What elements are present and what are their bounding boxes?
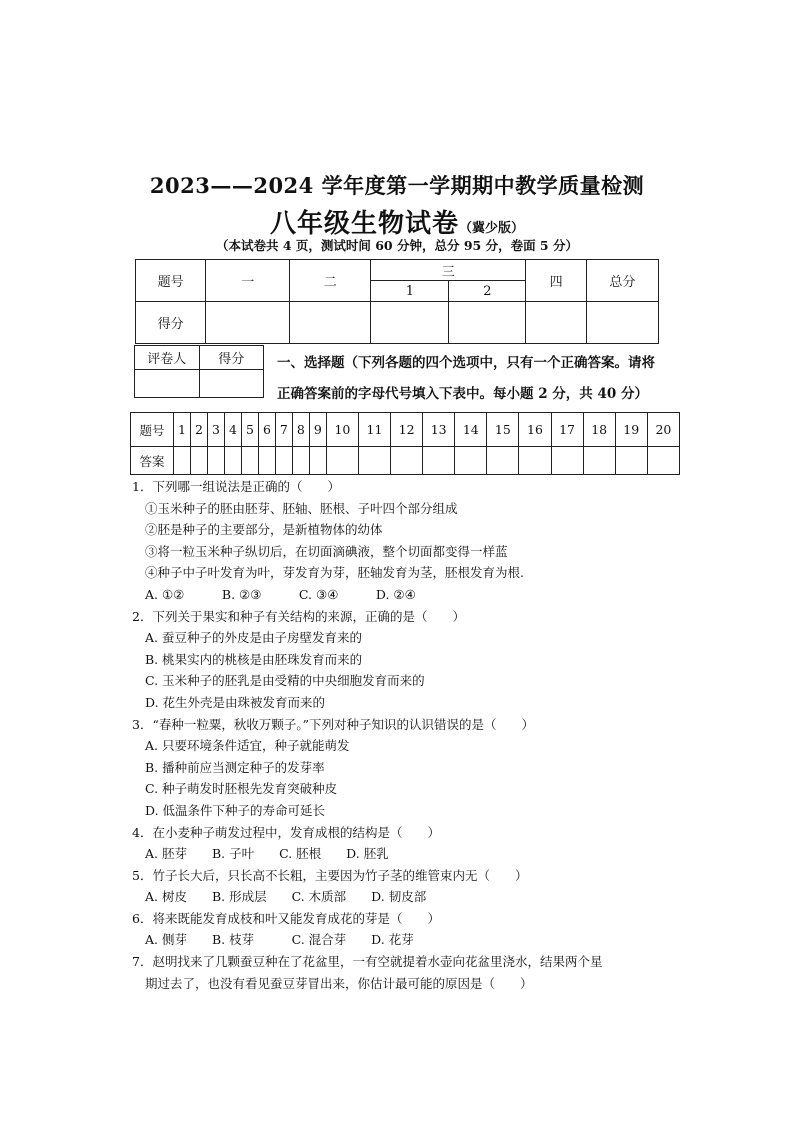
answer-cell [241, 447, 258, 475]
score-cell [371, 302, 449, 344]
paper-name: 八年级生物试卷 [269, 209, 459, 239]
grader-label: 评卷人 [135, 346, 200, 370]
question-option: A. 侧芽 B. 枝芽 C. 混合芽 D. 花芽 [145, 932, 414, 948]
answer-cell [551, 447, 583, 475]
question-number-cell: 3 [207, 413, 224, 447]
score-cell [206, 302, 290, 344]
question-stem: 6．将来既能发育成枝和叶又能发育成花的芽是（ ） [132, 910, 440, 926]
answer-cell [647, 447, 679, 475]
question-number-cell: 10 [326, 413, 358, 447]
section-1-heading-line-1: 一、选择题（下列各题的四个选项中，只有一个正确答案。请将 [277, 355, 655, 371]
question-number-cell: 5 [241, 413, 258, 447]
answer-cell [292, 447, 309, 475]
question-option: 期过去了，也没有看见蚕豆芽冒出来，你估计最可能的原因是（ ） [145, 975, 533, 991]
question-list [132, 476, 672, 994]
paper-title-line [0, 203, 794, 240]
question-option: A. 树皮 B. 形成层 C. 木质部 D. 韧皮部 [145, 889, 427, 905]
question-option: ②胚是种子的主要部分，是新植物体的幼体 [145, 522, 383, 538]
question-option: D. 花生外壳是由珠被发育而来的 [145, 694, 326, 710]
part-1-header: 一 [206, 260, 290, 302]
answer-cell [615, 447, 647, 475]
total-header: 总分 [586, 260, 658, 302]
answer-row-label: 题号 [131, 413, 174, 447]
part-4-header: 四 [526, 260, 586, 302]
question-stem: 5．竹子长大后，只长高不长粗，主要因为竹子茎的维管束内无（ ） [132, 867, 528, 883]
question-number-cell: 17 [551, 413, 583, 447]
question-option: ④种子中子叶发育为叶，芽发育为芽，胚轴发育为茎，胚根发育为根. [145, 565, 524, 581]
score-cell [290, 302, 371, 344]
answer-cell [583, 447, 615, 475]
question-option: B. 桃果实内的桃核是由胚珠发育而来的 [145, 651, 363, 667]
question-option: B. 播种前应当测定种子的发芽率 [145, 759, 325, 775]
score-cell [586, 302, 658, 344]
score-row-label: 得分 [136, 302, 206, 344]
question-stem: 2．下列关于果实和种子有关结构的来源，正确的是（ ） [132, 608, 465, 624]
question-option: D. 低温条件下种子的寿命可延长 [145, 802, 326, 818]
answer-cell [224, 447, 241, 475]
exam-title: 2023——2024 学年度第一学期期中教学质量检测 [149, 173, 645, 198]
question-number-cell: 13 [423, 413, 455, 447]
question-number-cell: 11 [358, 413, 390, 447]
part-3-sub-2: 2 [449, 281, 526, 302]
score-table [135, 259, 659, 344]
part-2-header: 二 [290, 260, 371, 302]
answer-table [130, 412, 680, 475]
question-option: A. 只要环境条件适宜，种子就能萌发 [145, 738, 350, 754]
part-3-header: 三 [371, 260, 526, 281]
question-option: A. 胚芽 B. 子叶 C. 胚根 D. 胚乳 [145, 846, 389, 862]
edition-label: （冀少版） [459, 221, 525, 236]
question-option: A. 蚕豆种子的外皮是由子房壁发育来的 [145, 630, 362, 646]
question-number-cell: 14 [455, 413, 487, 447]
section-1-heading-line-2: 正确答案前的字母代号填入下表中。每小题 2 分，共 40 分） [277, 386, 648, 402]
question-option: C. 种子萌发时胚根先发育突破种皮 [145, 781, 338, 797]
answer-cell [326, 447, 358, 475]
question-number-cell: 19 [615, 413, 647, 447]
answer-cell [174, 447, 191, 475]
question-number-cell: 2 [190, 413, 207, 447]
score-cell [449, 302, 526, 344]
grader-score-label: 得分 [199, 346, 264, 370]
question-stem: 4．在小麦种子萌发过程中，发育成根的结构是（ ） [132, 824, 440, 840]
question-stem: 1．下列哪一组说法是正确的（ ） [132, 479, 340, 494]
grader-table [134, 345, 264, 398]
part-3-sub-1: 1 [371, 281, 449, 302]
question-number-cell: 8 [292, 413, 309, 447]
question-stem: 7．赵明找来了几颗蚕豆种在了花盆里，一有空就提着水壶向花盆里浇水，结果两个星 [132, 954, 603, 970]
question-number-cell: 16 [519, 413, 551, 447]
question-number-cell: 1 [174, 413, 191, 447]
question-option: ①玉米种子的胚由胚芽、胚轴、胚根、子叶四个部分组成 [145, 500, 458, 516]
question-option: ③将一粒玉米种子纵切后，在切面滴碘液，整个切面都变得一样蓝 [145, 543, 508, 559]
answer-cell [358, 447, 390, 475]
question-number-cell: 20 [647, 413, 679, 447]
question-number-cell: 12 [391, 413, 423, 447]
question-option: C. 玉米种子的胚乳是由受精的中央细胞发育而来的 [145, 673, 425, 689]
question-number-cell: 15 [487, 413, 519, 447]
answer-cell [391, 447, 423, 475]
question-number-cell: 4 [224, 413, 241, 447]
grader-cell [199, 370, 264, 398]
answer-cell [258, 447, 275, 475]
answer-row-label: 答案 [131, 447, 174, 475]
exam-instructions: （本试卷共 4 页，测试时间 60 分钟，总分 95 分，卷面 5 分） [215, 238, 578, 253]
grader-cell [135, 370, 200, 398]
question-number-cell: 9 [309, 413, 326, 447]
question-number-cell: 7 [275, 413, 292, 447]
score-cell [526, 302, 586, 344]
answer-cell [309, 447, 326, 475]
answer-cell [423, 447, 455, 475]
answer-cell [190, 447, 207, 475]
answer-cell [275, 447, 292, 475]
question-number-cell: 18 [583, 413, 615, 447]
answer-cell [207, 447, 224, 475]
score-col-label: 题号 [136, 260, 206, 302]
question-option: A. ①② B. ②③ C. ③④ D. ②④ [145, 586, 416, 602]
section-1-heading [277, 348, 677, 410]
answer-cell [519, 447, 551, 475]
answer-cell [455, 447, 487, 475]
answer-cell [487, 447, 519, 475]
question-number-cell: 6 [258, 413, 275, 447]
question-stem: 3．“春种一粒粟，秋收万颗子。”下列对种子知识的认识错误的是（ ） [132, 716, 534, 732]
